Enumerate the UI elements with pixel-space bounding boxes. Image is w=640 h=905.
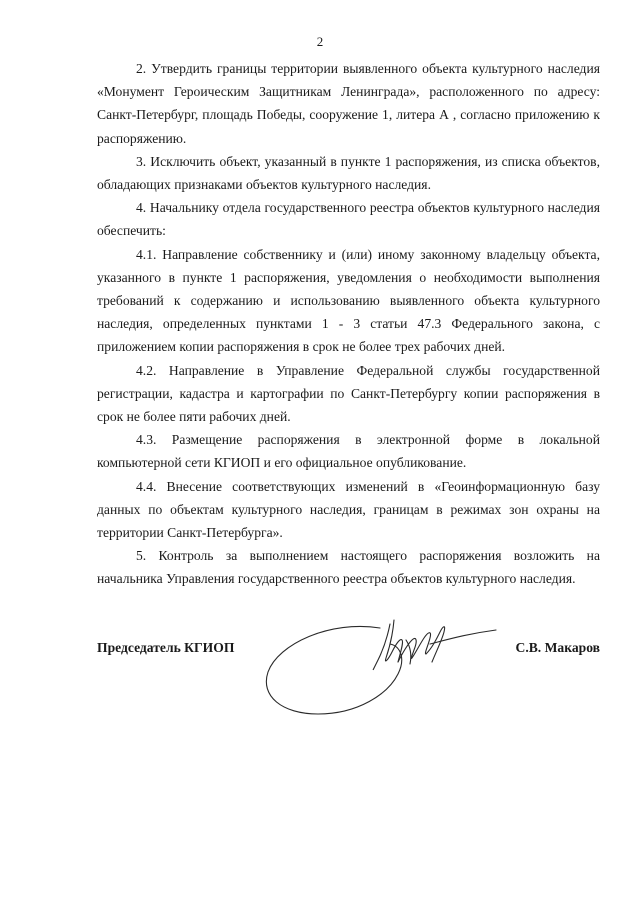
signatory-title: Председатель КГИОП	[97, 640, 235, 655]
document-body	[97, 57, 600, 591]
paragraph-3: 3. Исключить объект, указанный в пункте 1 распоряжения, из списка объектов, обладающих признаками объектов культурного наследия.	[97, 153, 600, 193]
handwritten-signature	[260, 610, 500, 720]
signature-block	[97, 632, 600, 752]
paragraph-4-3: 4.3. Размещение распоряжения в электронной форме в локальной компьютерной сети КГИОП и его официальное опубликование.	[97, 432, 600, 471]
paragraph-4-2: 4.2. Направление в Управление Федеральной службы государственной регистрации, кадастра и картографии по Санкт-Петербургу копии распоряжения в срок не более пяти рабочих дней.	[97, 362, 600, 425]
paragraph-5: 5. Контроль за выполнением настоящего распоряжения возложить на начальника Управления государственного реестра объектов культурного наследия.	[97, 548, 600, 587]
paragraph-2: 2. Утвердить границы территории выявленного объекта культурного наследия «Монумент Героическим Защитникам Ленинграда», расположенного по адресу: Санкт-Петербург, площадь Победы, сооружение 1, литера А , согласно приложению к распоряжению.	[97, 61, 600, 146]
signatory-name: С.В. Макаров	[515, 640, 600, 655]
paragraph-4-4: 4.4. Внесение соответствующих изменений в «Геоинформационную базу данных по объектам культурного наследия, границам в режимах зон охраны на территории Санкт-Петербурга».	[97, 478, 600, 541]
page-number: 2	[316, 34, 324, 49]
paragraph-4: 4. Начальнику отдела государственного реестра объектов культурного наследия обеспечить:	[97, 200, 600, 239]
paragraph-4-1: 4.1. Направление собственнику и (или) иному законному владельцу объекта, указанного в пункте 1 распоряжения, уведомления о необходимости выполнения требований к содержанию и использованию выявленного объекта культурного наследия, определенных пунктами 1 - 3 статьи 47.3 Федерального закона, с приложением копии распоряжения в срок не более трех рабочих дней.	[97, 246, 600, 355]
